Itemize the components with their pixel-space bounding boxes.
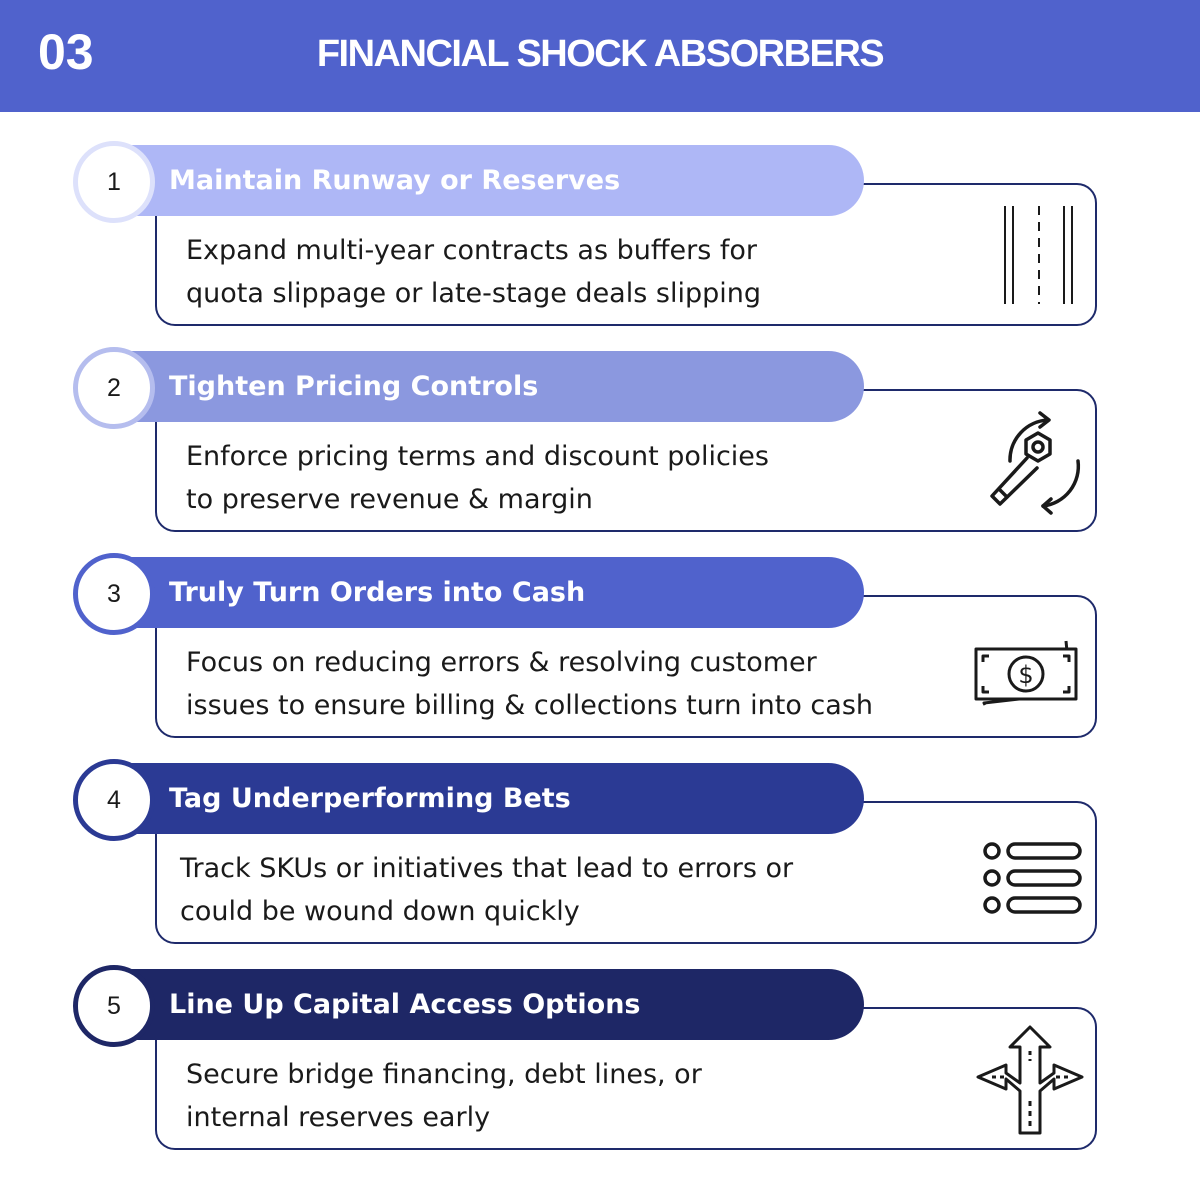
page-title: FINANCIAL SHOCK ABSORBERS [316, 33, 884, 75]
item-number-badge: 5 [73, 965, 155, 1047]
item-number-badge: 3 [73, 553, 155, 635]
description-line: Enforce pricing terms and discount policies [186, 441, 769, 472]
description-line: could be wound down quickly [180, 896, 580, 927]
item-description [180, 847, 950, 933]
description-line: quota slippage or late-stage deals slipping [186, 278, 761, 309]
item-title: Tighten Pricing Controls [169, 371, 539, 402]
item-title: Tag Underperforming Bets [169, 783, 571, 814]
item-number-badge: 1 [73, 141, 155, 223]
item-4 [0, 763, 1200, 953]
wrench-cycle-icon [970, 406, 1090, 526]
item-number-badge: 2 [73, 347, 155, 429]
description-line: Expand multi-year contracts as buffers for [186, 235, 757, 266]
section-number: 03 [38, 24, 94, 80]
item-title: Line Up Capital Access Options [169, 989, 641, 1020]
description-line: Track SKUs or initiatives that lead to errors or [180, 853, 794, 884]
split-arrows-icon [970, 1021, 1090, 1141]
description-line: to preserve revenue & margin [186, 484, 593, 515]
item-3 [0, 557, 1200, 747]
description-line: issues to ensure billing & collections turn into cash [186, 690, 873, 721]
description-line: Focus on reducing errors & resolving customer [186, 647, 817, 678]
item-title: Maintain Runway or Reserves [169, 165, 621, 196]
description-line: Secure bridge financing, debt lines, or [186, 1059, 702, 1090]
item-title: Truly Turn Orders into Cash [169, 577, 586, 608]
cash-bills-icon [970, 617, 1090, 737]
item-description [186, 641, 956, 727]
item-description [186, 229, 956, 315]
description-line: internal reserves early [186, 1102, 491, 1133]
item-1 [0, 145, 1200, 335]
road-lanes-icon [970, 200, 1090, 320]
svg-text:$: $ [1018, 661, 1034, 689]
item-description [186, 435, 956, 521]
header-banner [0, 0, 1200, 112]
item-number-badge: 4 [73, 759, 155, 841]
item-description [186, 1053, 956, 1139]
item-2 [0, 351, 1200, 541]
item-5 [0, 969, 1200, 1159]
list-icon [970, 821, 1090, 941]
